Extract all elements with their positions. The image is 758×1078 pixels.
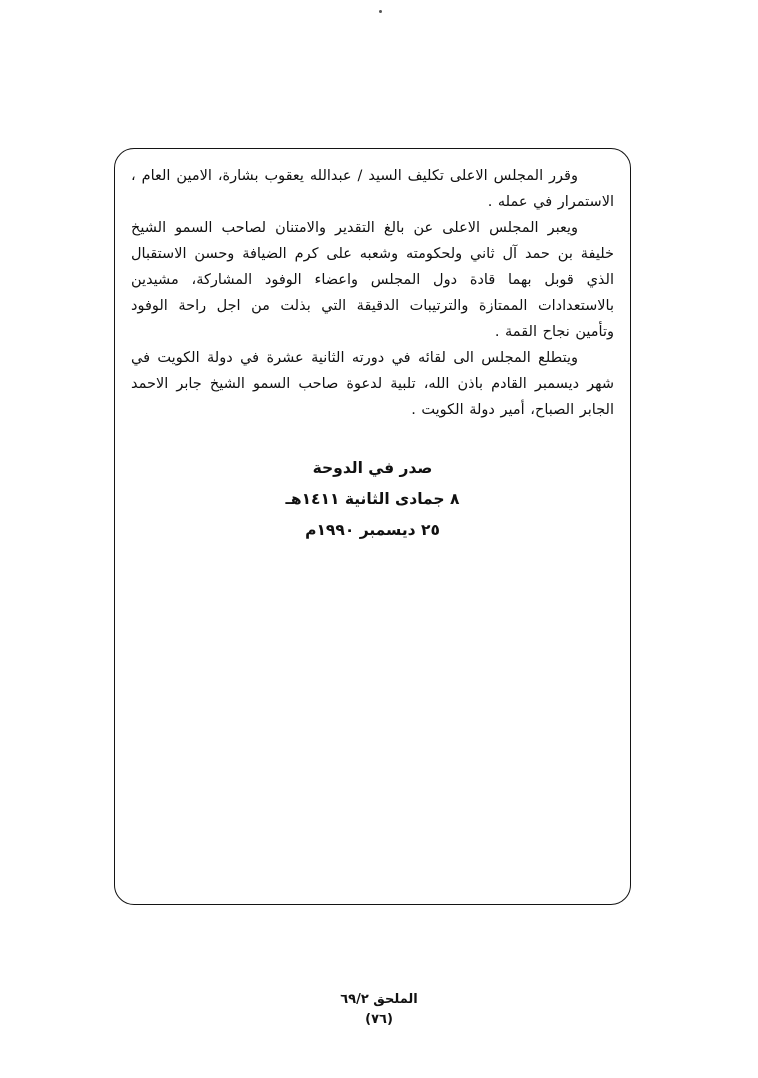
issuance-block (131, 453, 614, 546)
issued-place: صدر في الدوحة (312, 459, 433, 477)
footer-annex-label: الملحق ٦٩/٢ (340, 992, 418, 1007)
issued-hijri-date: ٨ جمادى الثانية ١٤١١هـ (285, 490, 460, 508)
footer-page-number: (٧٦) (365, 1012, 393, 1027)
paragraph-secretary-general: وقرر المجلس الاعلى تكليف السيد / عبدالله يعقوب بشارة، الامين العام ، الاستمرار في عمله . (131, 168, 614, 210)
page-footer (0, 990, 758, 1030)
document-border-box (114, 148, 631, 905)
paragraph-next-session-kuwait: ويتطلع المجلس الى لقائه في دورته الثانية عشرة في دولة الكويت في شهر ديسمبر القادم باذن الله، تلبية لدعوة صاحب السمو الشيخ جابر الاحمد الجابر الصباح، أمير دولة الكويت . (131, 350, 614, 418)
issued-gregorian-date: ٢٥ ديسمبر ١٩٩٠م (305, 521, 440, 539)
scan-artifact-dot (379, 10, 382, 13)
paragraph-gratitude-host: ويعبر المجلس الاعلى عن بالغ التقدير والامتنان لصاحب السمو الشيخ خليفة بن حمد آل ثاني ولحكومته وشعبه على كرم الضيافة وحسن الاستقبال الذي قوبل بهما قادة دول المجلس واعضاء الوفود المشاركة، مشيدين بالاستعدادات الممتازة والترتيبات الدقيقة التي بذلت من اجل راحة الوفود وتأمين نجاح القمة . (131, 220, 614, 340)
